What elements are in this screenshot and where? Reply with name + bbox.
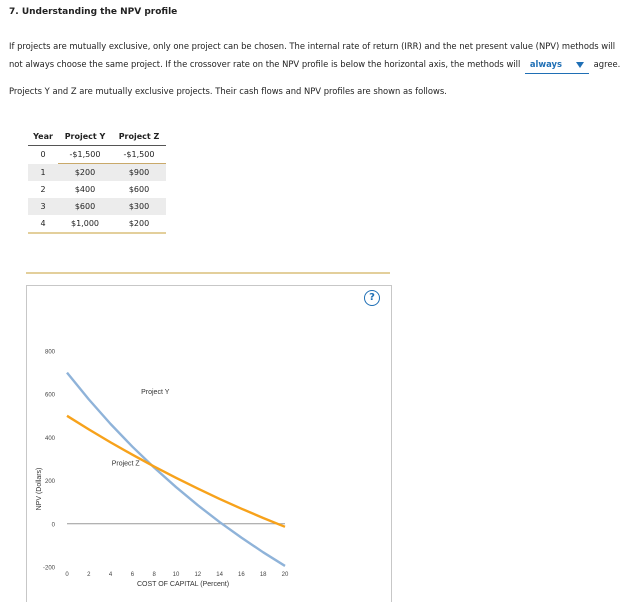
table-cell: 0 <box>40 150 46 160</box>
x-tick-label: 4 <box>108 572 113 578</box>
table-cell: $900 <box>112 164 166 182</box>
table-cell: 3 <box>28 198 58 215</box>
x-tick-label: 6 <box>130 572 135 578</box>
y-tick-label: -200 <box>42 565 55 572</box>
y-tick-label: 400 <box>44 435 55 442</box>
x-tick-label: 20 <box>281 572 289 578</box>
dropdown-value: always <box>529 59 562 69</box>
project-z-line <box>67 416 285 527</box>
series-label-project-y: Project Y <box>141 389 170 397</box>
table-cell: $600 <box>58 198 112 215</box>
table-cell: 4 <box>28 215 58 233</box>
x-tick-label: 14 <box>216 572 223 578</box>
header-project-y: Project Y <box>58 128 112 146</box>
x-tick-label: 10 <box>172 572 180 578</box>
table-cell: -$1,500 <box>112 146 166 164</box>
help-icon[interactable]: ? <box>364 290 380 306</box>
x-tick-label: 2 <box>87 572 91 578</box>
y-axis-label: NPV (Dollars) <box>36 467 43 511</box>
header-year: Year <box>28 128 58 146</box>
table-cell: 1 <box>28 164 58 182</box>
x-tick-label: 16 <box>238 572 245 578</box>
question-title: 7. Understanding the NPV profile <box>9 7 178 17</box>
y-tick-label: 600 <box>44 392 55 399</box>
table-cell: $200 <box>112 215 166 233</box>
x-tick-label: 8 <box>152 572 156 578</box>
intro-text: If projects are mutually exclusive, only one project can be chosen. The internal rate of return (IRR) and the net present value (NPV) methods will not always choose the same project. If the crossover rate on the NPV profile is below the horizontal axis, the methods will <box>9 41 616 69</box>
table-cell: $1,000 <box>58 215 112 233</box>
y-tick-label: 800 <box>44 349 55 356</box>
table-cell: $600 <box>128 185 150 194</box>
table-cell: $300 <box>112 198 166 215</box>
x-tick-label: 18 <box>259 572 267 578</box>
y-tick-label: 0 <box>51 522 55 529</box>
project-y-line <box>67 373 285 566</box>
table-cell: $200 <box>58 164 112 182</box>
x-axis-label: COST OF CAPITAL (Percent) <box>136 581 230 588</box>
intro-text-end: agree. <box>593 59 621 69</box>
x-tick-label: 0 <box>65 572 69 578</box>
projects-description: Projects Y and Z are mutually exclusive projects. Their cash flows and NPV profiles are shown as follows. <box>9 86 447 96</box>
y-tick-label: 200 <box>44 479 55 486</box>
header-project-z: Project Z <box>112 128 166 146</box>
series-label-project-z: Project Z <box>111 460 140 468</box>
x-tick-label: 12 <box>194 572 202 578</box>
table-cell: 2 <box>40 185 46 194</box>
table-cell: -$1,500 <box>58 146 112 164</box>
table-cell: $400 <box>74 185 96 194</box>
